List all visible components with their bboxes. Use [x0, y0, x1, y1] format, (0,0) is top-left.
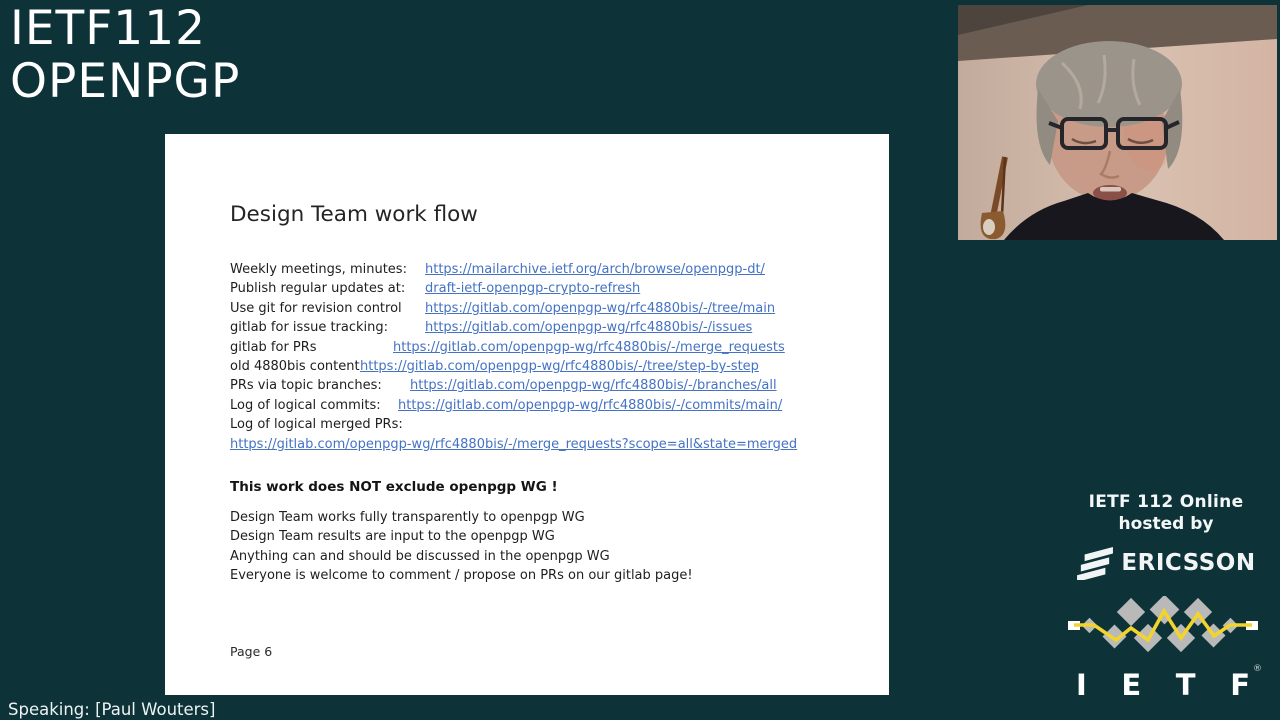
slide-page-number: Page 6 — [230, 644, 273, 659]
speaker-video-frame — [958, 5, 1277, 240]
slide-link-list — [230, 260, 797, 454]
slide-title: Design Team work flow — [230, 202, 478, 227]
row-label: Use git for revision control — [230, 300, 402, 316]
ietf-letter: F — [1230, 668, 1250, 702]
row-link[interactable]: https://gitlab.com/openpgp-wg/rfc4880bis/-/tree/step-by-step — [360, 359, 759, 375]
slide-row-logical-commits — [230, 396, 797, 415]
ietf-letter: I — [1076, 668, 1087, 702]
row-link[interactable]: https://mailarchive.ietf.org/arch/browse/openpgp-dt/ — [425, 262, 765, 277]
row-label: old 4880bis content — [230, 359, 360, 375]
speaking-status: Speaking: [Paul Wouters] — [8, 700, 216, 719]
slide-row-gitlab-prs — [230, 338, 797, 357]
ietf-wordmark — [1076, 664, 1262, 702]
slide-row-git-revision — [230, 299, 797, 318]
row-link[interactable]: https://gitlab.com/openpgp-wg/rfc4880bis/-/merge_requests — [393, 339, 785, 355]
row-label: gitlab for PRs — [230, 339, 317, 355]
row-link[interactable]: https://gitlab.com/openpgp-wg/rfc4880bis/-/issues — [425, 320, 753, 336]
slide-row-publish-updates — [230, 279, 797, 298]
session-title-line1: IETF112 — [10, 1, 207, 56]
ericsson-bars-icon — [1076, 546, 1114, 580]
session-title — [10, 2, 240, 108]
slide-emphasis-text: This work does NOT exclude openpgp WG ! — [230, 479, 558, 495]
merged-prs-link[interactable]: https://gitlab.com/openpgp-wg/rfc4880bis/-/merge_requests?scope=all&state=merged — [230, 436, 798, 452]
ericsson-logo — [1068, 546, 1264, 580]
sponsor-block — [1068, 492, 1264, 580]
row-label: Publish regular updates at: — [230, 281, 406, 297]
row-label: Weekly meetings, minutes: — [230, 262, 407, 277]
slide-row-merged-prs-link — [230, 435, 797, 454]
ietf-diamonds-icon — [1068, 596, 1258, 660]
row-link[interactable]: draft-ietf-openpgp-crypto-refresh — [425, 281, 641, 297]
slide-row-merged-prs-label — [230, 415, 797, 434]
row-link[interactable]: https://gitlab.com/openpgp-wg/rfc4880bis/-/commits/main/ — [398, 397, 783, 413]
sponsor-line2: hosted by — [1118, 514, 1214, 534]
slide-row-old-content — [230, 357, 797, 376]
row-label: gitlab for issue tracking: — [230, 320, 389, 336]
row-label: Log of logical commits: — [230, 397, 381, 413]
slide-notes — [230, 508, 693, 586]
ietf-logo — [1068, 596, 1262, 702]
slide-row-weekly-meetings — [230, 260, 797, 279]
ericsson-wordmark: ERICSSON — [1121, 550, 1256, 576]
note-line: Everyone is welcome to comment / propose on PRs on our gitlab page! — [230, 568, 693, 584]
hair — [1036, 41, 1182, 127]
slide-row-issue-tracking — [230, 318, 797, 337]
row-link[interactable]: https://gitlab.com/openpgp-wg/rfc4880bis/-/branches/all — [410, 378, 777, 394]
row-label: PRs via topic branches: — [230, 378, 382, 394]
session-title-line2: OPENPGP — [10, 54, 241, 110]
row-link[interactable]: https://gitlab.com/openpgp-wg/rfc4880bis/-/tree/main — [425, 300, 776, 316]
slide-row-topic-branches — [230, 376, 797, 395]
ietf-letter: T — [1175, 668, 1196, 702]
row-label: Log of logical merged PRs: — [230, 417, 403, 433]
note-line: Anything can and should be discussed in the openpgp WG — [230, 548, 610, 564]
sponsor-line1: IETF 112 Online — [1088, 492, 1244, 512]
ietf-letter: E — [1121, 668, 1142, 702]
registered-mark: ® — [1253, 664, 1262, 674]
presentation-slide — [165, 134, 889, 695]
speaker-video-tile[interactable] — [958, 5, 1277, 240]
note-line: Design Team works fully transparently to openpgp WG — [230, 510, 585, 525]
note-line: Design Team results are input to the openpgp WG — [230, 529, 555, 545]
